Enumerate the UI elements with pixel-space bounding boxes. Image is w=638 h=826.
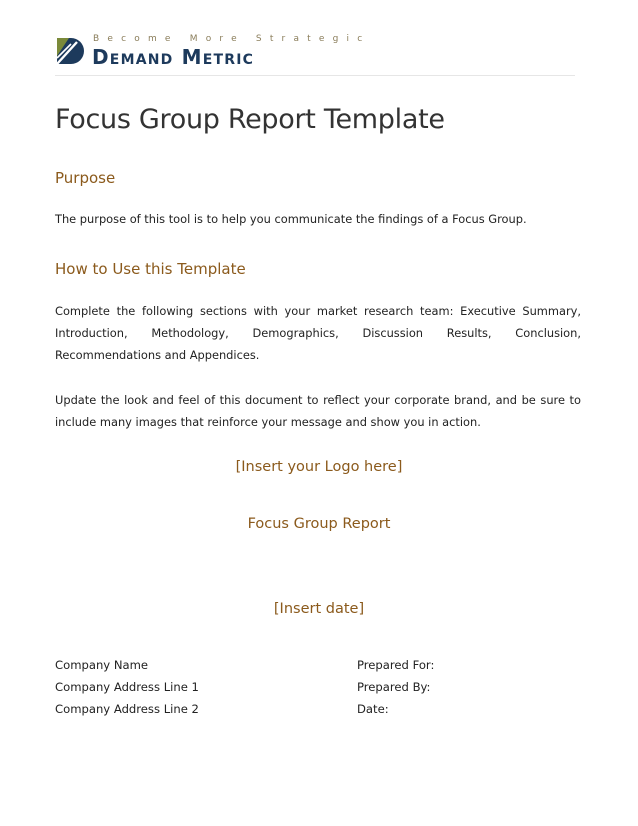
company-address-1: Company Address Line 1 [55, 680, 199, 694]
prepared-for-label: Prepared For: [357, 658, 435, 672]
logo-tagline: Become More Strategic [93, 34, 371, 44]
company-name: Company Name [55, 658, 149, 672]
logo-mark-icon [55, 36, 85, 66]
update-look-line-2: include many images that reinforce your message and show you in action. [55, 415, 481, 429]
logo-name: Demand Metric [92, 45, 255, 69]
insert-date-placeholder: [Insert date] [273, 601, 365, 617]
purpose-heading: Purpose [55, 169, 116, 187]
prepared-by-label: Prepared By: [357, 680, 431, 694]
how-to-use-line-3: Recommendations and Appendices. [55, 348, 260, 362]
insert-logo-placeholder: [Insert your Logo here] [235, 459, 403, 475]
update-look-line-1: Update the look and feel of this document to reflect your corporate brand, and be sure to [55, 393, 581, 407]
how-to-use-line-1: Complete the following sections with your market research team: Executive Summary, [55, 304, 581, 318]
header-divider [55, 75, 575, 76]
report-title: Focus Group Report [247, 516, 391, 532]
purpose-text: The purpose of this tool is to help you communicate the findings of a Focus Group. [55, 212, 527, 226]
company-address-2: Company Address Line 2 [55, 702, 199, 716]
date-label: Date: [357, 702, 389, 716]
how-to-use-heading: How to Use this Template [55, 260, 246, 278]
how-to-use-line-2: Introduction, Methodology, Demographics, Discussion Results, Conclusion, [55, 326, 581, 340]
document-title: Focus Group Report Template [55, 104, 445, 135]
demand-metric-logo [55, 30, 371, 70]
